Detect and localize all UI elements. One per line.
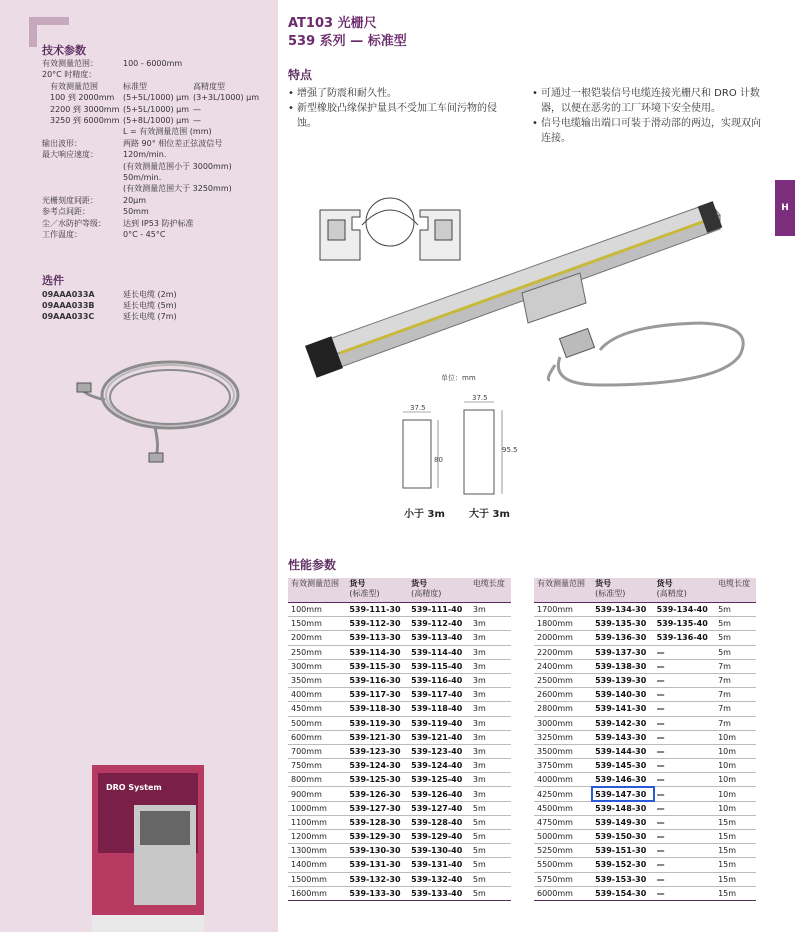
std-code-cell: 539-115-30 xyxy=(346,659,408,673)
linear-scale-image xyxy=(300,185,760,395)
hi-code-cell: — xyxy=(654,730,716,744)
cable-cell: 10m xyxy=(715,730,756,744)
cable-cell: 5m xyxy=(715,631,756,645)
spec-value: L = 有效测量范围 (mm) xyxy=(123,127,212,137)
std-code-cell: 539-134-30 xyxy=(592,603,654,617)
cable-cell: 5m xyxy=(470,801,511,815)
spec-value-hi: — xyxy=(193,116,201,125)
performance-table-2 xyxy=(534,578,756,901)
cable-cell: 15m xyxy=(715,858,756,872)
brochure-title: DRO System xyxy=(106,783,162,792)
table-row[interactable] xyxy=(288,603,511,617)
col-hi: 货号 (高精度) xyxy=(408,578,470,603)
std-code-cell: 539-151-30 xyxy=(592,844,654,858)
option-desc: 延长电缆 (5m) xyxy=(123,301,177,310)
section-tab[interactable]: H xyxy=(775,180,795,236)
range-cell: 200mm xyxy=(288,631,346,645)
range-cell: 300mm xyxy=(288,659,346,673)
cable-cell: 3m xyxy=(470,688,511,702)
range-cell: 800mm xyxy=(288,773,346,787)
std-code-cell: 539-111-30 xyxy=(346,603,408,617)
table-row[interactable] xyxy=(534,858,756,872)
hi-code-cell: 539-136-40 xyxy=(654,631,716,645)
std-code-cell: 539-146-30 xyxy=(592,773,654,787)
hi-code-cell: — xyxy=(654,673,716,687)
cable-cell: 3m xyxy=(470,773,511,787)
hi-code-cell: 539-113-40 xyxy=(408,631,470,645)
range-cell: 600mm xyxy=(288,730,346,744)
table-row[interactable] xyxy=(288,801,511,815)
hi-code-cell: — xyxy=(654,744,716,758)
std-code-cell: 539-143-30 xyxy=(592,730,654,744)
hi-code-cell: 539-135-40 xyxy=(654,617,716,631)
hi-code-cell: 539-131-40 xyxy=(408,858,470,872)
table-row[interactable] xyxy=(288,844,511,858)
std-code-cell: 539-154-30 xyxy=(592,886,654,900)
hi-code-cell: — xyxy=(654,844,716,858)
cable-cell: 3m xyxy=(470,645,511,659)
table-row[interactable] xyxy=(534,659,756,673)
spec-label: 参考点间距： xyxy=(42,207,90,217)
cable-cell: 3m xyxy=(470,659,511,673)
table-row[interactable] xyxy=(534,815,756,829)
spec-value: 50m/min. xyxy=(123,173,162,182)
std-code-cell: 539-148-30 xyxy=(592,801,654,815)
std-code-cell: 539-121-30 xyxy=(346,730,408,744)
range-cell: 4500mm xyxy=(534,801,592,815)
hi-code-cell: 539-121-40 xyxy=(408,730,470,744)
range-cell: 5250mm xyxy=(534,844,592,858)
spec-label: 光栅刻度间距： xyxy=(42,195,98,205)
hi-code-cell: 539-134-40 xyxy=(654,603,716,617)
col-std: 货号 (标准型) xyxy=(346,578,408,603)
spec-label: 尘／水防护等级： xyxy=(42,218,106,228)
hi-code-cell: — xyxy=(654,759,716,773)
range-cell: 1700mm xyxy=(534,603,592,617)
std-code-cell: 539-130-30 xyxy=(346,844,408,858)
option-desc: 延长电缆 (2m) xyxy=(123,290,177,299)
table-row[interactable] xyxy=(288,886,511,900)
range-cell: 700mm xyxy=(288,744,346,758)
spec-value: 120m/min. xyxy=(123,150,167,160)
hi-code-cell: 539-128-40 xyxy=(408,815,470,829)
range-cell: 4000mm xyxy=(534,773,592,787)
spec-label: 最大响应速度： xyxy=(42,150,98,160)
width-dim-large: 37.5 xyxy=(472,394,488,402)
std-code-cell: 539-137-30 xyxy=(592,645,654,659)
cable-cell: 7m xyxy=(715,716,756,730)
cable-cell: 15m xyxy=(715,872,756,886)
hi-code-cell: — xyxy=(654,872,716,886)
col-range: 有效测量范围 xyxy=(288,578,346,603)
std-code-cell: 539-124-30 xyxy=(346,759,408,773)
range-cell: 6000mm xyxy=(534,886,592,900)
spec-label: 工作温度： xyxy=(42,230,82,239)
cable-cell: 5m xyxy=(470,830,511,844)
range-cell: 400mm xyxy=(288,688,346,702)
cable-cell: 15m xyxy=(715,830,756,844)
hi-code-cell: — xyxy=(654,688,716,702)
unit-note: 单位：mm xyxy=(441,374,476,382)
std-code-cell: 539-153-30 xyxy=(592,872,654,886)
cable-cell: 3m xyxy=(470,759,511,773)
range-cell: 1600mm xyxy=(288,886,346,900)
range-cell: 500mm xyxy=(288,716,346,730)
table-row[interactable] xyxy=(288,759,511,773)
table-row[interactable] xyxy=(288,688,511,702)
spec-value-hi: 高精度型 xyxy=(193,81,225,91)
std-code-cell: 539-138-30 xyxy=(592,659,654,673)
table-row[interactable] xyxy=(288,617,511,631)
std-code-cell: 539-136-30 xyxy=(592,631,654,645)
range-cell: 2600mm xyxy=(534,688,592,702)
cable-cell: 3m xyxy=(470,702,511,716)
features-title: 特点 xyxy=(288,68,313,82)
std-code-cell: 539-147-30 xyxy=(592,787,654,801)
feature-item: • 信号电缆输出端口可装于滑动部的两边，实现双向连接。 xyxy=(532,118,761,144)
range-cell: 900mm xyxy=(288,787,346,801)
spec-value: 标准型 xyxy=(123,81,147,91)
hi-code-cell: 539-116-40 xyxy=(408,673,470,687)
features-col2 xyxy=(532,86,764,146)
table-row[interactable] xyxy=(288,631,511,645)
range-cell: 100mm xyxy=(288,603,346,617)
range-cell: 450mm xyxy=(288,702,346,716)
dimension-drawing xyxy=(398,398,518,498)
cable-cell: 5m xyxy=(470,886,511,900)
table-row[interactable] xyxy=(288,702,511,716)
range-cell: 1800mm xyxy=(534,617,592,631)
std-code-cell: 539-117-30 xyxy=(346,688,408,702)
table-row[interactable] xyxy=(288,787,511,801)
option-code: 09AAA033C xyxy=(42,312,95,321)
cable-cell: 10m xyxy=(715,773,756,787)
std-code-cell: 539-118-30 xyxy=(346,702,408,716)
hi-code-cell: — xyxy=(654,716,716,730)
cable-cell: 10m xyxy=(715,744,756,758)
spec-value: (有效测量范围大于 3250mm) xyxy=(123,184,232,194)
spec-value: 20µm xyxy=(123,195,147,205)
spec-title: 技术参数 xyxy=(42,44,86,57)
table-row[interactable] xyxy=(534,702,756,716)
table-row[interactable] xyxy=(288,673,511,687)
std-code-cell: 539-152-30 xyxy=(592,858,654,872)
spec-value: 0°C - 45°C xyxy=(123,230,166,239)
range-cell: 250mm xyxy=(288,645,346,659)
option-code: 09AAA033B xyxy=(42,301,95,310)
cable-cell: 5m xyxy=(470,815,511,829)
range-cell: 2000mm xyxy=(534,631,592,645)
std-code-cell: 539-127-30 xyxy=(346,801,408,815)
table-row[interactable] xyxy=(534,787,756,801)
table-row[interactable] xyxy=(534,688,756,702)
cable-cell: 5m xyxy=(470,872,511,886)
range-cell: 1300mm xyxy=(288,844,346,858)
range-cell: 4250mm xyxy=(534,787,592,801)
range-cell: 2500mm xyxy=(534,673,592,687)
hi-code-cell: — xyxy=(654,858,716,872)
feature-item: • 增强了防震和耐久性。 xyxy=(288,88,397,99)
table-row[interactable] xyxy=(288,645,511,659)
range-cell: 3000mm xyxy=(534,716,592,730)
table-row[interactable] xyxy=(534,631,756,645)
range-cell: 2800mm xyxy=(534,702,592,716)
cable-cell: 3m xyxy=(470,673,511,687)
spec-label: 3250 到 6000mm xyxy=(50,116,120,125)
table-row[interactable] xyxy=(534,617,756,631)
table-row[interactable] xyxy=(288,815,511,829)
feature-item: • 新型橡胶凸缘保护量具不受加工车间污物的侵蚀。 xyxy=(288,103,497,129)
std-code-cell: 539-135-30 xyxy=(592,617,654,631)
cable-cell: 3m xyxy=(470,730,511,744)
table-row[interactable] xyxy=(288,858,511,872)
cable-cell: 15m xyxy=(715,844,756,858)
hi-code-cell: 539-119-40 xyxy=(408,716,470,730)
extension-cable-image xyxy=(75,345,245,470)
cable-cell: 7m xyxy=(715,702,756,716)
std-code-cell: 539-128-30 xyxy=(346,815,408,829)
hi-code-cell: 539-127-40 xyxy=(408,801,470,815)
spec-value: (5+8L/1000) µm xyxy=(123,116,190,125)
std-code-cell: 539-114-30 xyxy=(346,645,408,659)
range-cell: 350mm xyxy=(288,673,346,687)
hi-code-cell: 539-125-40 xyxy=(408,773,470,787)
spec-label: 有效测量范围 xyxy=(50,81,98,91)
range-cell: 150mm xyxy=(288,617,346,631)
spec-value: (5+5L/1000) µm xyxy=(123,104,190,114)
range-cell: 3250mm xyxy=(534,730,592,744)
std-code-cell: 539-133-30 xyxy=(346,886,408,900)
spec-label: 2200 到 3000mm xyxy=(50,104,120,114)
std-code-cell: 539-140-30 xyxy=(592,688,654,702)
cable-cell: 10m xyxy=(715,787,756,801)
hi-code-cell: — xyxy=(654,773,716,787)
cable-cell: 3m xyxy=(470,603,511,617)
std-code-cell: 539-142-30 xyxy=(592,716,654,730)
table-row[interactable] xyxy=(534,830,756,844)
hi-code-cell: 539-133-40 xyxy=(408,886,470,900)
hi-code-cell: — xyxy=(654,815,716,829)
range-cell: 3750mm xyxy=(534,759,592,773)
table-row[interactable] xyxy=(288,716,511,730)
table-row[interactable] xyxy=(534,773,756,787)
spec-value-hi: — xyxy=(193,104,201,114)
std-code-cell: 539-131-30 xyxy=(346,858,408,872)
width-dim-small: 37.5 xyxy=(410,404,426,412)
spec-value: (有效测量范围小于 3000mm) xyxy=(123,161,232,171)
hi-code-cell: 539-117-40 xyxy=(408,688,470,702)
col-hi: 货号 (高精度) xyxy=(654,578,716,603)
range-cell: 2400mm xyxy=(534,659,592,673)
spec-value: 达到 IP53 防护标准 xyxy=(123,218,194,228)
hi-code-cell: 539-124-40 xyxy=(408,759,470,773)
col-std: 货号 (标准型) xyxy=(592,578,654,603)
hi-code-cell: — xyxy=(654,787,716,801)
table-row[interactable] xyxy=(288,830,511,844)
cable-cell: 3m xyxy=(470,716,511,730)
range-cell: 2200mm xyxy=(534,645,592,659)
range-cell: 1400mm xyxy=(288,858,346,872)
spec-value-hi: (3+3L/1000) µm xyxy=(193,93,260,103)
features-col1 xyxy=(288,86,516,131)
cable-cell: 7m xyxy=(715,659,756,673)
range-cell: 1200mm xyxy=(288,830,346,844)
hi-code-cell: 539-112-40 xyxy=(408,617,470,631)
table-row[interactable] xyxy=(534,730,756,744)
std-code-cell: 539-139-30 xyxy=(592,673,654,687)
range-cell: 5750mm xyxy=(534,872,592,886)
spec-label: 有效测量范围： xyxy=(42,59,98,68)
col-cable: 电缆长度 xyxy=(715,578,756,603)
height-dim-large: 95.5 xyxy=(502,446,518,454)
table-row[interactable] xyxy=(534,673,756,687)
col-range: 有效测量范围 xyxy=(534,578,592,603)
hi-code-cell: 539-118-40 xyxy=(408,702,470,716)
cable-cell: 15m xyxy=(715,886,756,900)
table-row[interactable] xyxy=(534,759,756,773)
cable-cell: 5m xyxy=(470,844,511,858)
std-code-cell: 539-126-30 xyxy=(346,787,408,801)
table-row[interactable] xyxy=(534,744,756,758)
std-code-cell: 539-123-30 xyxy=(346,744,408,758)
hi-code-cell: 539-111-40 xyxy=(408,603,470,617)
hi-code-cell: 539-132-40 xyxy=(408,872,470,886)
cable-cell: 7m xyxy=(715,673,756,687)
range-cell: 3500mm xyxy=(534,744,592,758)
hi-code-cell: 539-129-40 xyxy=(408,830,470,844)
spec-value: 100 - 6000mm xyxy=(123,59,183,68)
std-code-cell: 539-119-30 xyxy=(346,716,408,730)
cable-cell: 5m xyxy=(715,603,756,617)
performance-table-1 xyxy=(288,578,511,901)
std-code-cell: 539-149-30 xyxy=(592,815,654,829)
spec-label: 输出波形： xyxy=(42,138,82,148)
std-code-cell: 539-144-30 xyxy=(592,744,654,758)
table-row[interactable] xyxy=(288,730,511,744)
hi-code-cell: — xyxy=(654,801,716,815)
hi-code-cell: 539-123-40 xyxy=(408,744,470,758)
range-cell: 5000mm xyxy=(534,830,592,844)
col-cable: 电缆长度 xyxy=(470,578,511,603)
cable-cell: 3m xyxy=(470,744,511,758)
table-row[interactable] xyxy=(534,872,756,886)
cable-cell: 5m xyxy=(470,858,511,872)
range-cell: 1000mm xyxy=(288,801,346,815)
table-row[interactable] xyxy=(534,716,756,730)
product-title: AT103 光栅尺 xyxy=(288,16,377,31)
table-row[interactable] xyxy=(288,872,511,886)
std-code-cell: 539-129-30 xyxy=(346,830,408,844)
std-code-cell: 539-113-30 xyxy=(346,631,408,645)
std-code-cell: 539-116-30 xyxy=(346,673,408,687)
range-cell: 5500mm xyxy=(534,858,592,872)
hi-code-cell: 539-126-40 xyxy=(408,787,470,801)
table-row[interactable] xyxy=(534,603,756,617)
cable-cell: 5m xyxy=(715,645,756,659)
hi-code-cell: — xyxy=(654,886,716,900)
spec-value: (5+5L/1000) µm xyxy=(123,93,190,103)
dim-label-small: 小于 3m xyxy=(404,509,445,520)
std-code-cell: 539-132-30 xyxy=(346,872,408,886)
hi-code-cell: — xyxy=(654,645,716,659)
range-cell: 1500mm xyxy=(288,872,346,886)
std-code-cell: 539-145-30 xyxy=(592,759,654,773)
table-row[interactable] xyxy=(534,844,756,858)
std-code-cell: 539-125-30 xyxy=(346,773,408,787)
cable-cell: 3m xyxy=(470,617,511,631)
cable-cell: 3m xyxy=(470,787,511,801)
spec-value: 50mm xyxy=(123,207,149,217)
hi-code-cell: 539-130-40 xyxy=(408,844,470,858)
table-row[interactable] xyxy=(534,801,756,815)
range-cell: 4750mm xyxy=(534,815,592,829)
dim-label-large: 大于 3m xyxy=(469,509,510,520)
spec-label: 20°C 时精度： xyxy=(42,70,97,80)
dro-brochure-image xyxy=(92,765,204,932)
cable-cell: 7m xyxy=(715,688,756,702)
spec-label: 100 到 2000mm xyxy=(50,93,115,103)
cable-cell: 15m xyxy=(715,815,756,829)
table-row[interactable] xyxy=(534,886,756,900)
cable-cell: 5m xyxy=(715,617,756,631)
std-code-cell: 539-112-30 xyxy=(346,617,408,631)
product-series: 539 系列 — 标准型 xyxy=(288,34,407,49)
performance-title: 性能参数 xyxy=(288,558,337,572)
table-row[interactable] xyxy=(534,645,756,659)
table-row[interactable] xyxy=(288,659,511,673)
spec-value: 两路 90° 相位差正弦波信号 xyxy=(123,138,223,148)
hi-code-cell: — xyxy=(654,830,716,844)
hi-code-cell: 539-115-40 xyxy=(408,659,470,673)
hi-code-cell: 539-114-40 xyxy=(408,645,470,659)
cable-cell: 3m xyxy=(470,631,511,645)
std-code-cell: 539-150-30 xyxy=(592,830,654,844)
std-code-cell: 539-141-30 xyxy=(592,702,654,716)
table-row[interactable] xyxy=(288,744,511,758)
option-desc: 延长电缆 (7m) xyxy=(123,312,177,321)
range-cell: 750mm xyxy=(288,759,346,773)
hi-code-cell: — xyxy=(654,702,716,716)
option-code: 09AAA033A xyxy=(42,290,95,299)
cable-cell: 10m xyxy=(715,801,756,815)
height-dim-small: 80 xyxy=(434,456,443,464)
feature-item: • 可通过一根铠装信号电缆连接光栅尺和 DRO 计数器，以便在恶劣的工厂环境下安全使用。 xyxy=(532,88,760,114)
options-title: 选件 xyxy=(42,274,64,287)
range-cell: 1100mm xyxy=(288,815,346,829)
hi-code-cell: — xyxy=(654,659,716,673)
cable-cell: 10m xyxy=(715,759,756,773)
table-row[interactable] xyxy=(288,773,511,787)
